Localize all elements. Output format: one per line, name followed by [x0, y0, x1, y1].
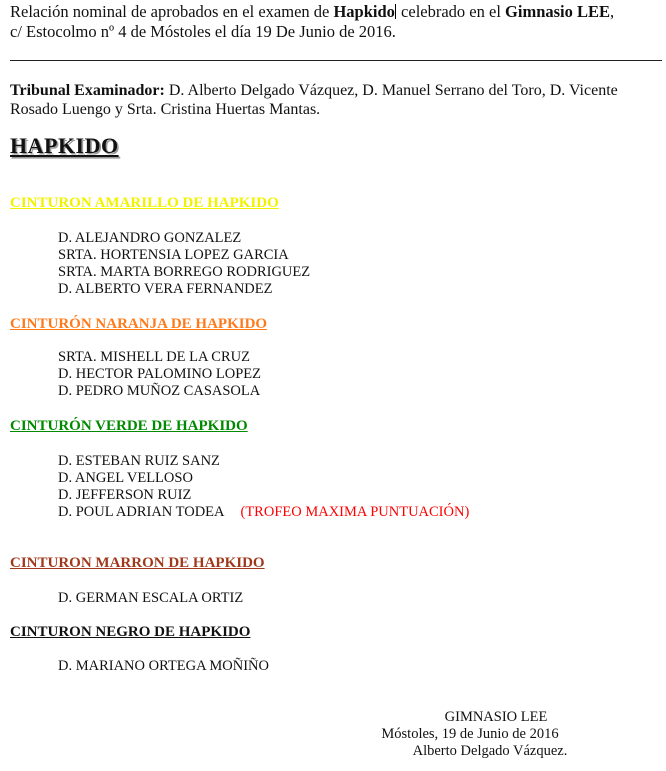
separator-line	[10, 60, 662, 61]
list-item: D. MARIANO ORTEGA MOÑIÑO	[58, 658, 269, 674]
page-title: HAPKIDO	[10, 133, 119, 158]
belt-list-amarillo	[58, 230, 310, 298]
signature-block	[370, 709, 570, 760]
list-item: D. PEDRO MUÑOZ CASASOLA	[58, 383, 261, 399]
list-item: D. ANGEL VELLOSO	[58, 470, 193, 486]
intro-text-3: ,	[610, 2, 615, 21]
tribunal-label: Tribunal Examinador:	[10, 82, 165, 99]
text-cursor	[395, 4, 396, 19]
list-item: D. HECTOR PALOMINO LOPEZ	[58, 366, 262, 382]
tribunal-paragraph	[10, 81, 635, 119]
intro-text-2: celebrado en el	[396, 2, 506, 21]
list-item: D. ALBERTO VERA FERNANDEZ	[58, 281, 273, 297]
list-item: D. JEFFERSON RUIZ	[58, 487, 192, 503]
signature-name: Alberto Delgado Vázquez.	[412, 743, 568, 759]
list-item: SRTA. HORTENSIA LOPEZ GARCIA	[58, 247, 289, 263]
list-item-name: D. POUL ADRIAN TODEA	[58, 504, 225, 520]
intro-text-1: Relación nominal de aprobados en el examen de	[10, 2, 334, 21]
tribunal-members: D. Alberto Delgado Vázquez, D. Manuel Serrano del Toro, D. Vicente Rosado Luengo y Srta. Cristina Huertas Mantas.	[10, 82, 618, 118]
signature-place-date: Móstoles, 19 de Junio de 2016	[381, 726, 559, 742]
list-item: D. GERMAN ESCALA ORTIZ	[58, 590, 244, 606]
belt-list-verde	[58, 453, 469, 521]
belt-heading-naranja: CINTURÓN NARANJA DE HAPKIDO	[10, 316, 268, 332]
belt-heading-verde: CINTURÓN VERDE DE HAPKIDO	[10, 418, 248, 434]
intro-gym: Gimnasio LEE	[505, 2, 611, 21]
belt-list-naranja	[58, 349, 261, 400]
award-note: (TROFEO MAXIMA PUNTUACIÓN)	[240, 504, 470, 520]
list-item: D. ALEJANDRO GONZALEZ	[58, 230, 242, 246]
list-item: SRTA. MISHELL DE LA CRUZ	[58, 349, 250, 365]
intro-address-line: c/ Estocolmo nº 4 de Móstoles el día 19 De Junio de 2016.	[10, 22, 396, 41]
belt-list-negro	[58, 658, 269, 675]
belt-heading-negro: CINTURON NEGRO DE HAPKIDO	[10, 624, 251, 640]
list-item: SRTA. MARTA BORREGO RODRIGUEZ	[58, 264, 311, 280]
list-item	[58, 504, 469, 521]
belt-heading-amarillo: CINTURON AMARILLO DE HAPKIDO	[10, 195, 279, 211]
intro-paragraph	[10, 2, 662, 42]
signature-org: GIMNASIO LEE	[444, 709, 548, 725]
intro-sport: Hapkido	[333, 2, 395, 21]
belt-list-marron	[58, 590, 243, 607]
list-item: D. ESTEBAN RUIZ SANZ	[58, 453, 220, 469]
belt-heading-marron: CINTURON MARRON DE HAPKIDO	[10, 555, 265, 571]
